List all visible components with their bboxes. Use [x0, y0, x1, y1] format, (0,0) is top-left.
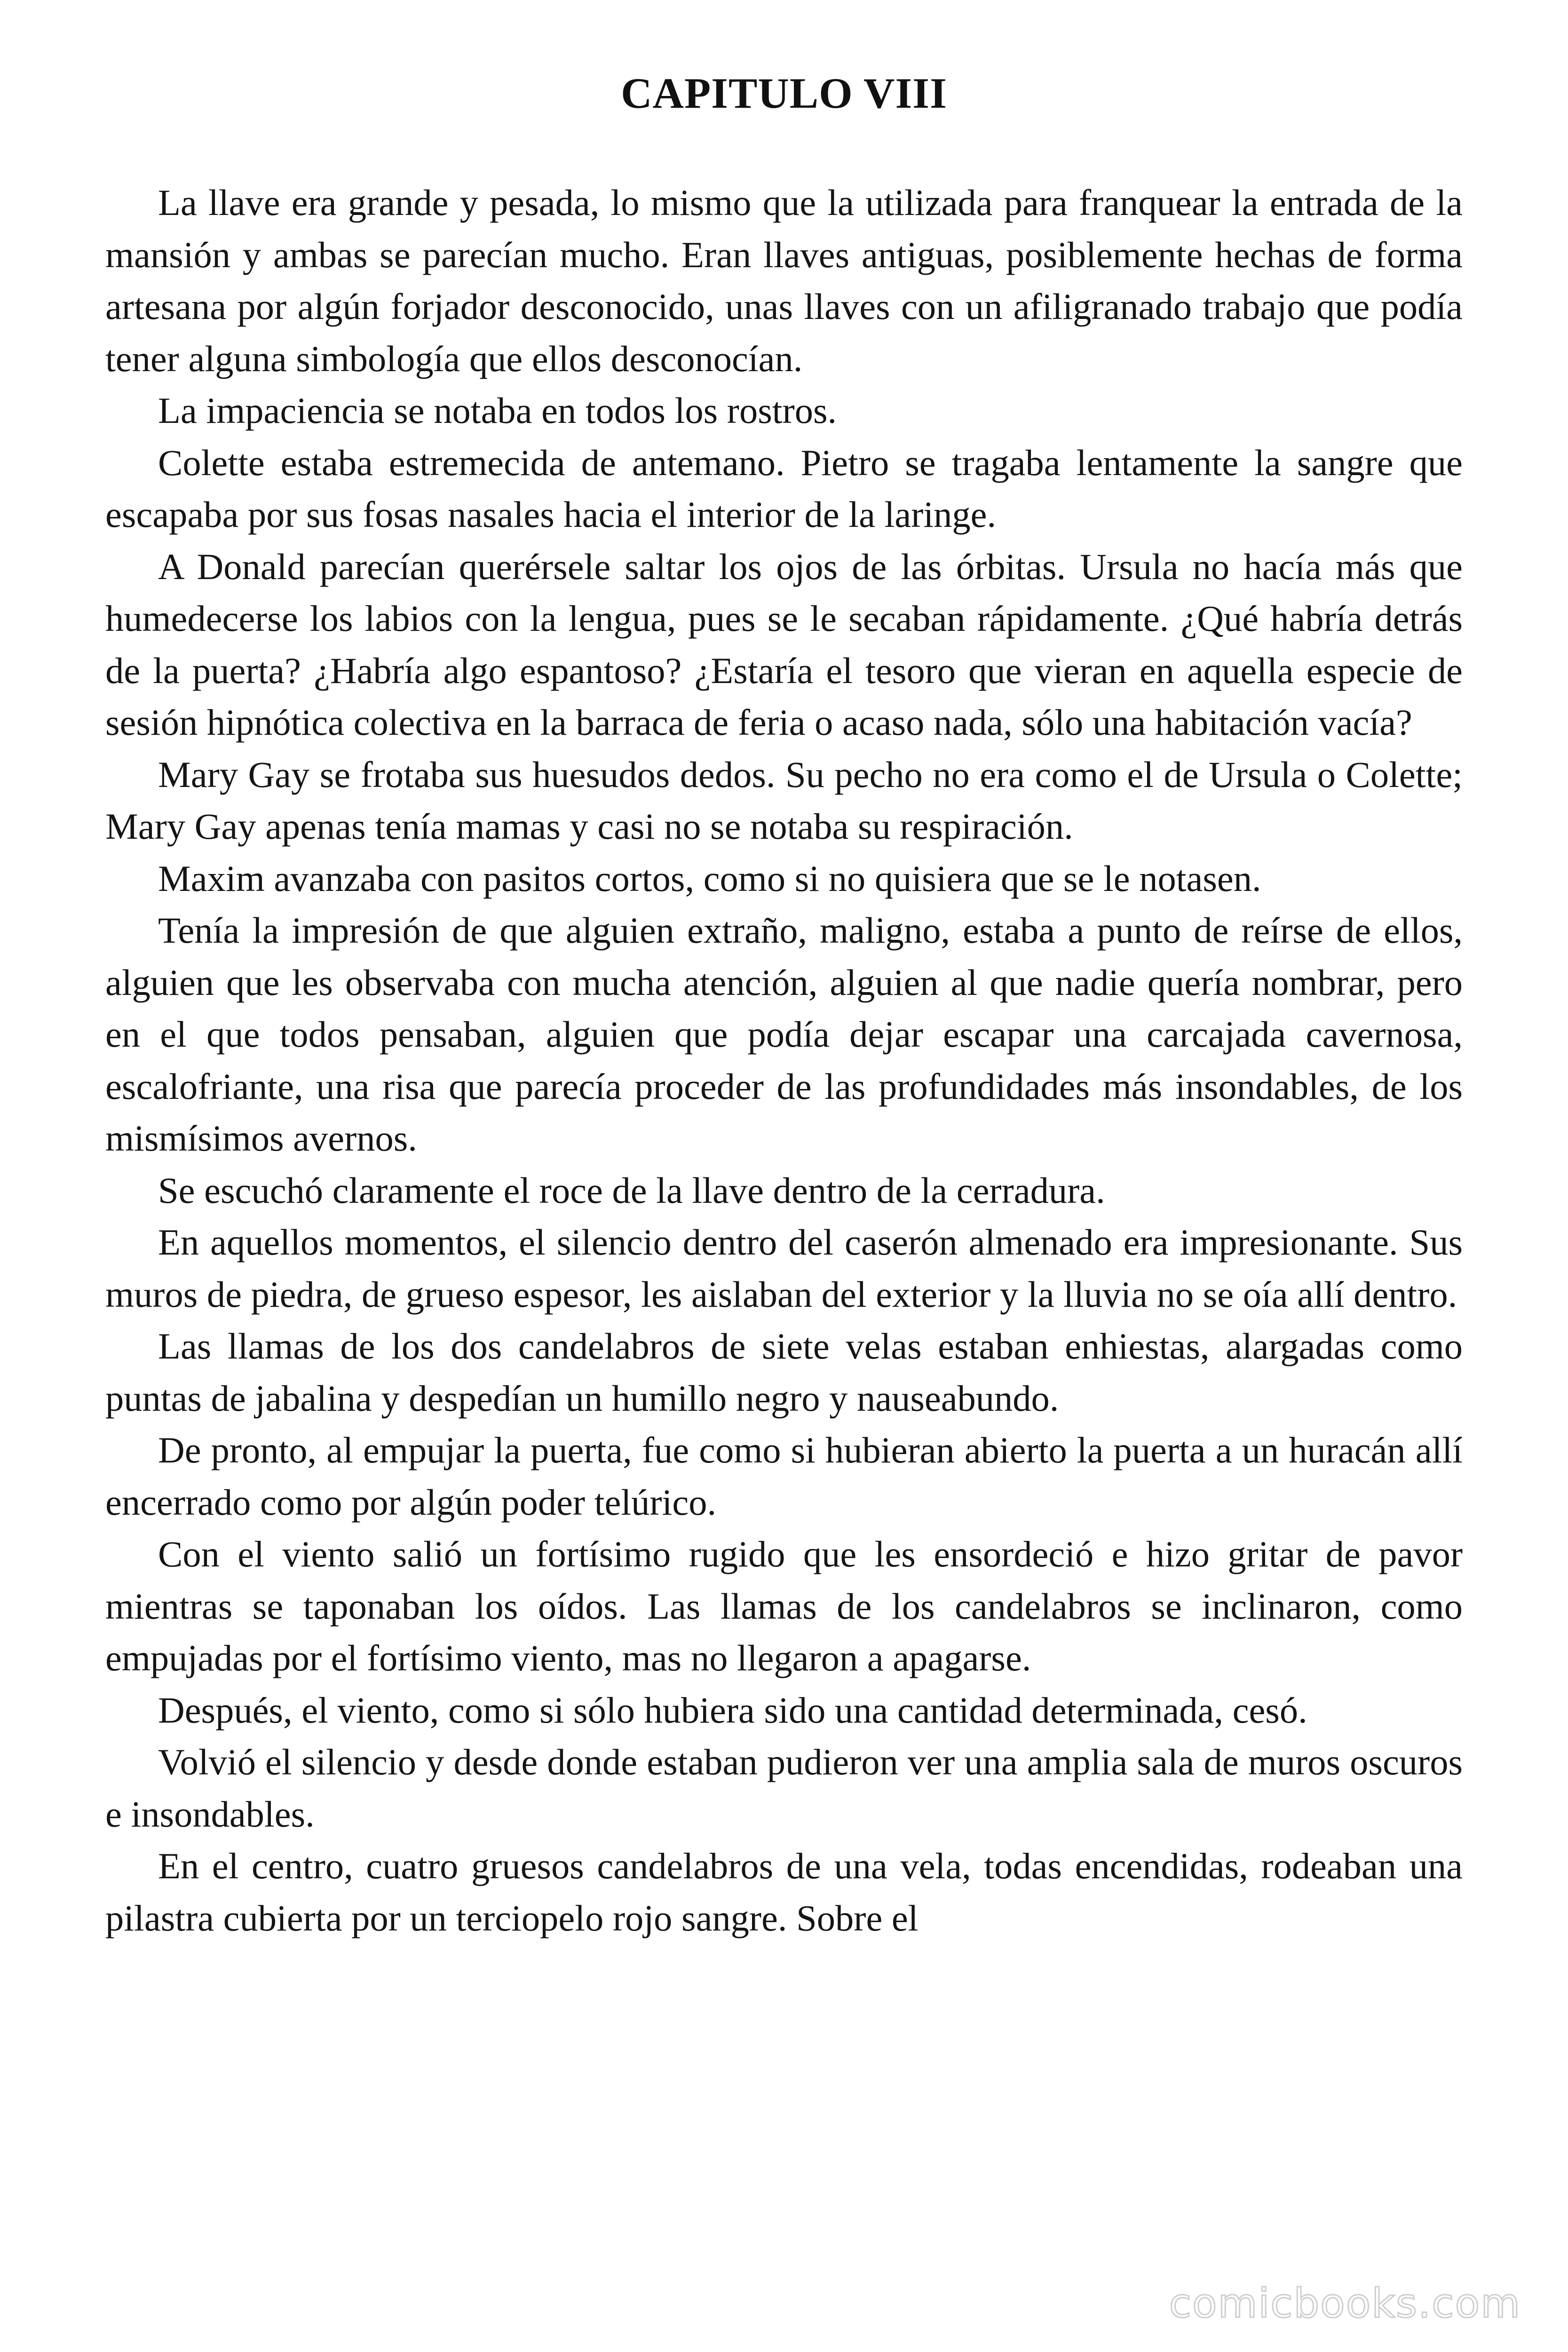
paragraph: A Donald parecían querérsele saltar los ojos de las órbitas. Ursula no hacía más que humedecerse los labios con la lengua, pues se le secaban rápidamente. ¿Qué habría detrás de la puerta? ¿Habría algo espantoso? ¿Estaría el tesoro que vieran en aquella especie de sesión hipnótica colectiva en la barraca de feria o acaso nada, sólo una habitación vacía? [105, 546, 1463, 743]
paragraph: Tenía la impresión de que alguien extraño, maligno, estaba a punto de reírse de ellos, alguien que les observaba con mucha atención, alguien al que nadie quería nombrar, pero en el que todos pensaban, alguien que podía dejar escapar una carcajada cavernosa, escalofriante, una risa que parecía proceder de las profundidades más insondables, de los mismísimos avernos. [105, 910, 1463, 1159]
chapter-body [105, 177, 1463, 1944]
paragraph: Con el viento salió un fortísimo rugido que les ensordeció e hizo gritar de pavor mientras se taponaban los oídos. Las llamas de los candelabros se inclinaron, como empujadas por el fortísimo viento, mas no llegaron a apagarse. [105, 1534, 1463, 1678]
paragraph: De pronto, al empujar la puerta, fue como si hubieran abierto la puerta a un huracán allí encerrado como por algún poder telúrico. [105, 1430, 1463, 1523]
paragraph: Se escuchó claramente el roce de la llave dentro de la cerradura. [158, 1169, 1105, 1211]
paragraph: Volvió el silencio y desde donde estaban pudieron ver una amplia sala de muros oscuros e insondables. [105, 1741, 1463, 1835]
chapter-title: CAPITULO VIII [621, 69, 947, 117]
paragraph: En el centro, cuatro gruesos candelabros de una vela, todas encendidas, rodeaban una pilastra cubierta por un terciopelo rojo sangre. Sobre el [105, 1845, 1463, 1939]
paragraph: La impaciencia se notaba en todos los rostros. [158, 390, 837, 431]
paragraph: Maxim avanzaba con pasitos cortos, como si no quisiera que se le notasen. [158, 858, 1261, 899]
paragraph: Después, el viento, como si sólo hubiera sido una cantidad determinada, cesó. [158, 1689, 1307, 1731]
paragraph: En aquellos momentos, el silencio dentro del caserón almenado era impresionante. Sus muros de piedra, de grueso espesor, les aislaban del exterior y la lluvia no se oía allí dentro. [105, 1222, 1463, 1315]
paragraph: Colette estaba estremecida de antemano. Pietro se tragaba lentamente la sangre que escapaba por sus fosas nasales hacia el interior de la laringe. [105, 442, 1463, 535]
watermark-logo: comicbooks.com [1169, 2280, 1521, 2327]
paragraph: La llave era grande y pesada, lo mismo que la utilizada para franquear la entrada de la mansión y ambas se parecían mucho. Eran llaves antiguas, posiblemente hechas de forma artesana por algún forjador desconocido, unas llaves con un afiligranado trabajo que podía tener alguna simbología que ellos desconocían. [105, 182, 1463, 379]
paragraph: Las llamas de los dos candelabros de siete velas estaban enhiestas, alargadas como puntas de jabalina y despedían un humillo negro y nauseabundo. [105, 1326, 1463, 1419]
paragraph: Mary Gay se frotaba sus huesudos dedos. Su pecho no era como el de Ursula o Colette; Mary Gay apenas tenía mamas y casi no se notaba su respiración. [105, 754, 1463, 847]
